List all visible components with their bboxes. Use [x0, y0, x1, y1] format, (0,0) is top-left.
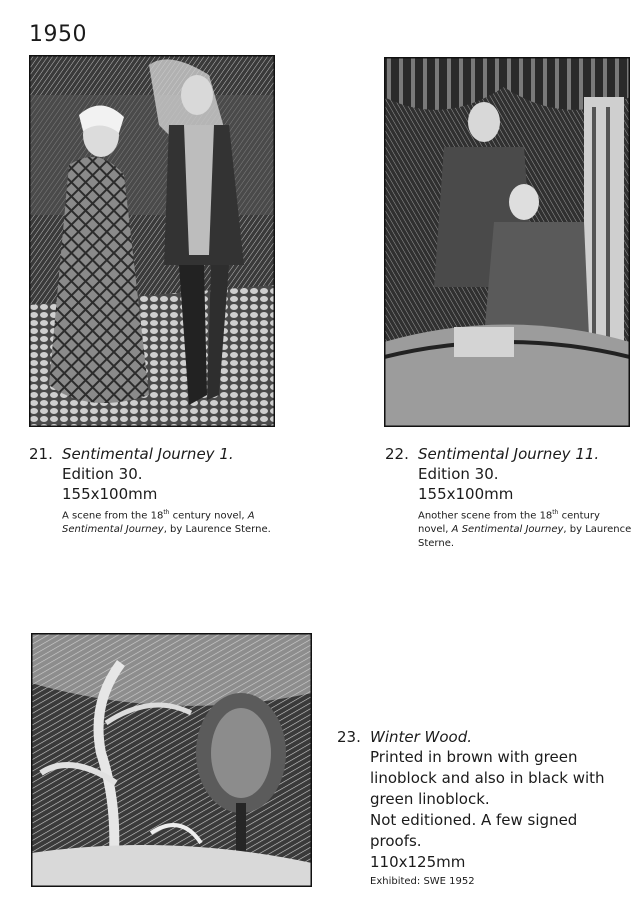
item-description-line: green linoblock.	[370, 790, 490, 808]
item-note	[418, 506, 633, 551]
note-text: Another scene from the 18	[418, 510, 553, 522]
note-text: , by Laurence Sterne.	[163, 524, 271, 536]
item-description-line: linoblock and also in black with	[370, 769, 605, 787]
note-text: century novel,	[169, 510, 248, 522]
item-size: 155x100mm	[62, 485, 158, 503]
item-edition: Edition 30.	[418, 465, 499, 483]
item-note	[62, 506, 287, 537]
note-text: century novel,	[418, 510, 600, 536]
note-text: , by Laurence Sterne.	[418, 524, 632, 550]
item-description-line: proofs.	[370, 832, 422, 850]
note-book-title: A Sentimental Journey	[451, 524, 564, 536]
engraving-winter-wood	[31, 633, 312, 887]
item-title: Winter Wood.	[370, 728, 473, 746]
item-title: Sentimental Journey 1.	[62, 445, 234, 463]
item-number: 21.	[29, 445, 53, 463]
note-book-title: A Sentimental Journey	[62, 510, 255, 536]
item-size: 155x100mm	[418, 485, 514, 503]
note-superscript: th	[552, 509, 559, 516]
engraving-sentimental-journey-2	[384, 57, 630, 427]
note-text: A scene from the 18	[62, 510, 164, 522]
item-description-line: Printed in brown with green	[370, 748, 578, 766]
item-number: 22.	[385, 445, 409, 463]
item-size: 110x125mm	[370, 853, 466, 871]
page-year-heading: 1950	[29, 22, 87, 47]
note-superscript: th	[163, 509, 170, 516]
item-title: Sentimental Journey 11.	[418, 445, 600, 463]
item-edition: Edition 30.	[62, 465, 143, 483]
item-exhibited-note: Exhibited: SWE 1952	[370, 876, 475, 887]
item-description-line: Not editioned. A few signed	[370, 811, 578, 829]
engraving-sentimental-journey-1	[29, 55, 275, 427]
item-number: 23.	[337, 728, 361, 746]
